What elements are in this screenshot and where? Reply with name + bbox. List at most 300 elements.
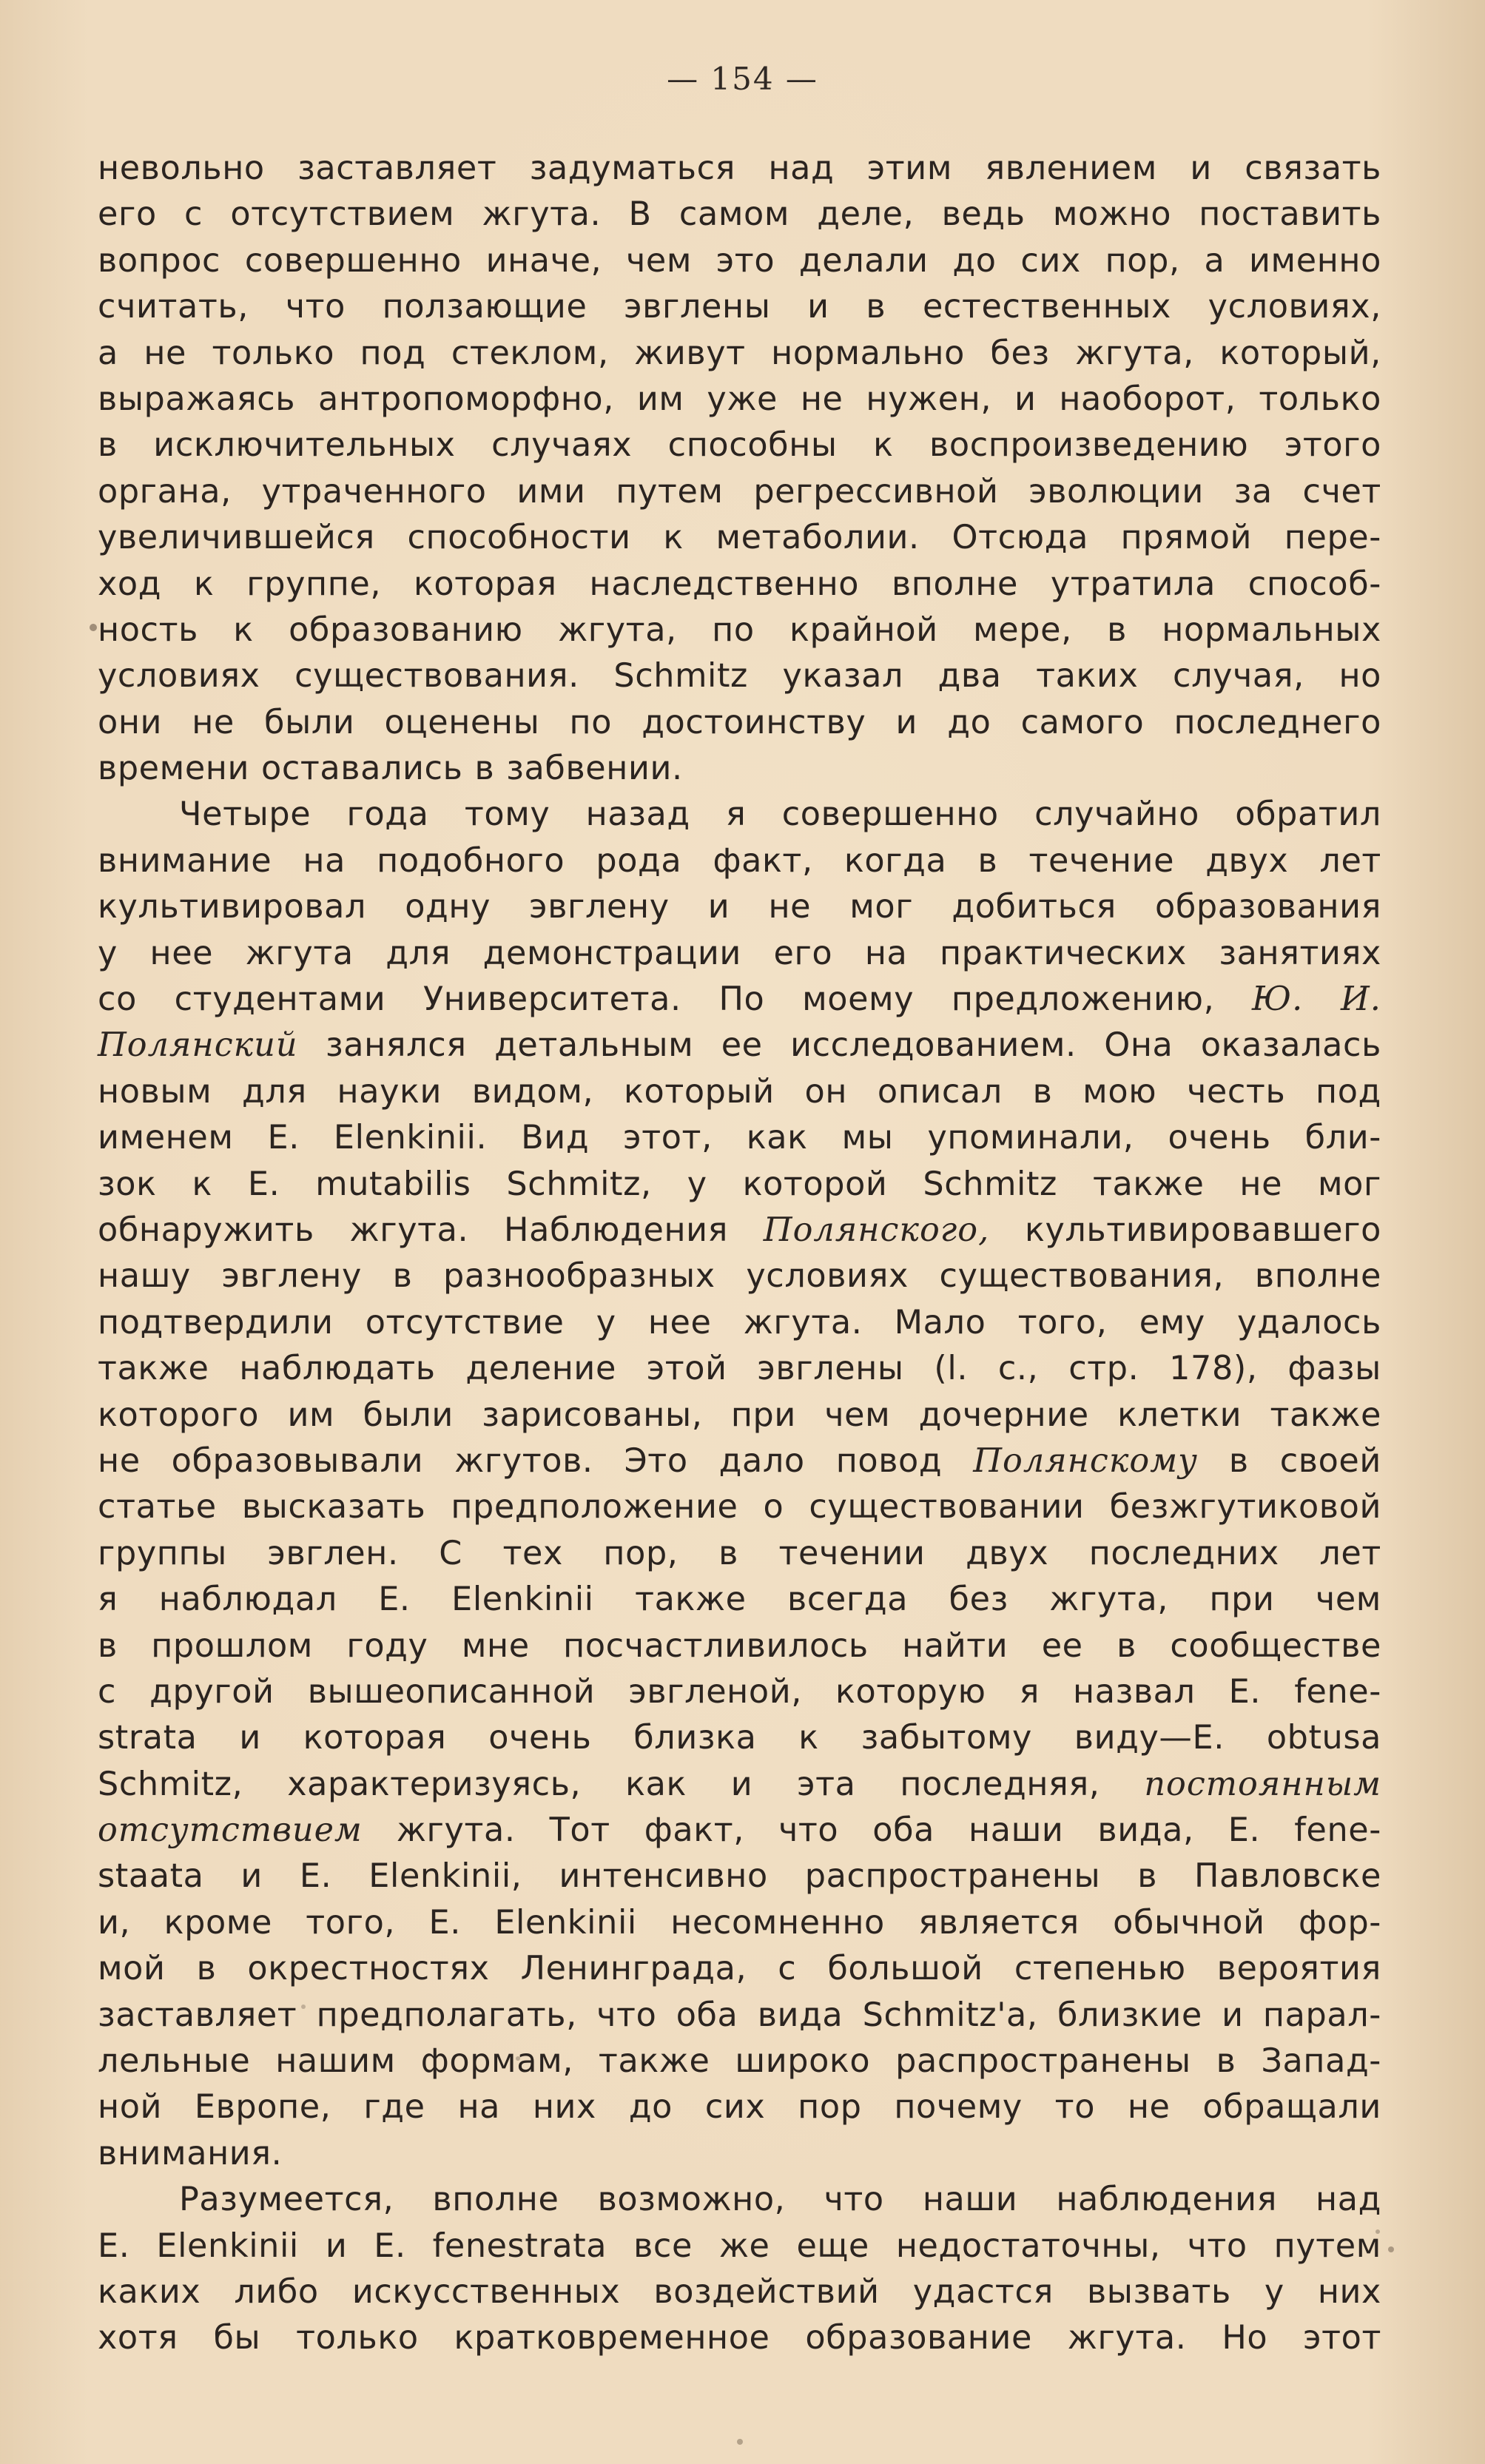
word: исключительных — [153, 426, 456, 465]
word: деле, — [817, 195, 915, 234]
word: Elenkinii — [156, 2226, 299, 2265]
italic-word: Полянскому — [973, 1441, 1198, 1480]
word: отсутствием — [230, 195, 455, 234]
word: стеклом, — [451, 334, 609, 372]
word: у — [1264, 2272, 1284, 2311]
word: на — [864, 934, 908, 972]
word: пор — [798, 2088, 862, 2127]
word: у — [98, 934, 118, 972]
word: способности — [407, 519, 631, 557]
word: группы — [98, 1534, 227, 1572]
word: именем — [98, 1119, 234, 1157]
word: чем — [824, 1396, 891, 1434]
word: еще — [796, 2226, 869, 2265]
word: можно — [1052, 195, 1172, 234]
word: ими — [516, 472, 586, 511]
word: своей — [1279, 1441, 1381, 1480]
text-line — [98, 884, 1381, 930]
word: отсутствие — [365, 1303, 565, 1342]
word: предложению, — [951, 980, 1215, 1019]
word: наблюдать — [239, 1350, 436, 1388]
word: является — [918, 1903, 1080, 1942]
text-line — [98, 331, 1381, 377]
word: иначе, — [485, 241, 602, 280]
word: и — [239, 1719, 261, 1757]
word: ее — [721, 1026, 763, 1065]
word: а — [98, 334, 118, 372]
word: Отсюда — [952, 519, 1088, 557]
word: течении — [778, 1534, 926, 1572]
word: вопрос — [98, 241, 221, 280]
word: культивировавшего — [1024, 1211, 1381, 1249]
word: и — [807, 288, 829, 326]
word: распространены — [895, 2042, 1191, 2081]
word: студентами — [174, 980, 386, 1019]
word: оба — [872, 1811, 935, 1850]
word: и — [707, 888, 730, 926]
word: забвении. — [506, 750, 683, 788]
word: крайной — [789, 610, 938, 649]
word: демонстрации — [482, 934, 741, 972]
word: эвглены — [757, 1350, 904, 1388]
word: обращали — [1202, 2088, 1381, 2127]
word: практических — [939, 934, 1187, 972]
word: оставались — [261, 750, 463, 788]
word: и — [895, 703, 918, 741]
word: к — [663, 519, 684, 557]
word: E. — [98, 2226, 130, 2265]
word: за — [1233, 472, 1273, 511]
word: последних — [1088, 1534, 1279, 1572]
word: занятиях — [1219, 934, 1381, 972]
text-line — [98, 146, 1381, 192]
word: Elenkinii — [494, 1903, 637, 1942]
word: дочерние — [918, 1396, 1089, 1434]
word: утратила — [1050, 565, 1216, 603]
word: (l. — [934, 1350, 969, 1388]
word: что — [596, 1996, 657, 2034]
word: близкие — [1057, 1996, 1202, 2034]
word: не — [192, 703, 235, 741]
word: зок — [98, 1165, 157, 1203]
word: жгута. — [396, 1811, 516, 1850]
word: мере, — [973, 610, 1072, 649]
word: два — [937, 657, 1002, 696]
word: искусственных — [351, 2272, 621, 2311]
word: наблюдения — [1056, 2181, 1277, 2219]
word: тех — [502, 1534, 563, 1572]
italic-word: И. — [1340, 980, 1381, 1019]
word: времени — [98, 750, 250, 788]
word: этого — [1284, 426, 1381, 465]
word: по — [569, 703, 613, 741]
word: к — [233, 610, 254, 649]
word: очень — [488, 1719, 592, 1757]
text-line — [98, 1946, 1381, 1992]
word: нее — [647, 1303, 712, 1342]
word: условиях — [746, 1257, 909, 1296]
word: вида, — [1097, 1811, 1194, 1850]
word: Schmitz — [923, 1165, 1058, 1203]
word: наши — [969, 1811, 1064, 1850]
word: до — [628, 2088, 673, 2127]
word: совершенно — [244, 241, 462, 280]
word: ползающие — [382, 288, 587, 326]
word: E. — [299, 1857, 332, 1896]
text-line — [98, 562, 1381, 607]
word: вполне — [432, 2181, 559, 2219]
word: безжгутиковой — [1109, 1488, 1381, 1526]
word: не — [768, 888, 812, 926]
word: воздействий — [653, 2272, 880, 2311]
word: предположение — [451, 1488, 738, 1526]
word: сообществе — [1170, 1626, 1381, 1665]
word: стр. — [1068, 1350, 1139, 1388]
word: и — [1014, 380, 1037, 418]
word: честь — [1186, 1072, 1286, 1111]
text-line — [98, 423, 1381, 468]
word: ее — [1041, 1626, 1083, 1665]
text-line — [98, 1577, 1381, 1623]
word: были — [264, 703, 355, 741]
italic-word: постоянным — [1144, 1765, 1381, 1803]
text-line — [98, 1669, 1381, 1715]
word: в — [977, 841, 998, 880]
word: жгута. — [482, 195, 602, 234]
text-line — [98, 1346, 1381, 1392]
word: образованию — [289, 610, 523, 649]
word: эвглену — [221, 1257, 362, 1296]
word: также — [598, 2042, 710, 2081]
word: вполне — [1254, 1257, 1381, 1296]
word: предполагать, — [316, 1996, 577, 2034]
word: при — [730, 1396, 796, 1434]
word: недостаточны, — [895, 2226, 1161, 2265]
word: при — [1209, 1581, 1275, 1619]
word: упоминали, — [927, 1119, 1134, 1157]
word: мы — [841, 1119, 894, 1157]
word: который — [624, 1072, 775, 1111]
word: Четыре — [179, 795, 312, 834]
word: прямой — [1120, 519, 1253, 557]
word: что — [285, 288, 346, 326]
word: что — [824, 2181, 884, 2219]
word: что — [1187, 2226, 1247, 2265]
word: подтвердили — [98, 1303, 334, 1342]
word: посчастливилось — [563, 1626, 869, 1665]
word: его — [98, 195, 157, 234]
word: поставить — [1199, 195, 1381, 234]
text-line — [98, 2177, 1381, 2223]
word: невольно — [98, 149, 265, 187]
word: вероятия — [1216, 1950, 1381, 1988]
word: не — [800, 380, 843, 418]
word: им — [636, 380, 684, 418]
word: степенью — [1014, 1950, 1186, 1988]
word: только — [212, 334, 335, 372]
word: им — [287, 1396, 335, 1434]
word: к — [193, 565, 215, 603]
word: найти — [902, 1626, 1008, 1665]
word: случаях — [491, 426, 633, 465]
word: в — [1117, 1626, 1137, 1665]
word: Schmitz — [613, 657, 748, 696]
word: культивировал — [98, 888, 367, 926]
word: сих — [1020, 241, 1081, 280]
word: также — [635, 1581, 747, 1619]
word: лет — [1319, 841, 1381, 880]
word: фор- — [1298, 1903, 1381, 1942]
word: путем — [616, 472, 724, 511]
word: чем — [1315, 1581, 1381, 1619]
text-line — [98, 838, 1381, 884]
word: нашу — [98, 1257, 191, 1296]
word: ность — [98, 610, 198, 649]
text-line — [98, 377, 1381, 423]
word: жгута. — [1067, 2319, 1187, 2357]
word: Это — [624, 1441, 688, 1480]
word: способны — [667, 426, 838, 465]
word: совершенно — [781, 795, 999, 834]
word: Elenkinii. — [333, 1119, 488, 1157]
word: нее — [149, 934, 214, 972]
word: fene- — [1294, 1672, 1381, 1711]
page-number: — 154 — — [667, 61, 818, 97]
word: формам, — [420, 2042, 573, 2081]
text-line — [98, 1900, 1381, 1946]
word: не — [98, 1441, 141, 1480]
word: Университета. — [422, 980, 681, 1019]
word: ной — [98, 2088, 163, 2127]
word: метаболии. — [715, 519, 920, 557]
word: заставляет — [98, 1996, 297, 2034]
word: E. — [1228, 1672, 1262, 1711]
word: самом — [678, 195, 790, 234]
word: образовывали — [171, 1441, 424, 1480]
word: нормальных — [1162, 610, 1381, 649]
word: наблюдал — [158, 1581, 337, 1619]
word: таких — [1036, 657, 1139, 696]
word: нашим — [275, 2042, 396, 2081]
word: статье — [98, 1488, 217, 1526]
word: задуматься — [529, 149, 736, 187]
word: с — [184, 195, 203, 234]
word: одну — [405, 888, 491, 926]
word: двух — [1205, 841, 1289, 880]
word: хотя — [98, 2319, 178, 2357]
word: образования — [1155, 888, 1381, 926]
word: которого — [98, 1396, 260, 1434]
word: как — [746, 1119, 808, 1157]
word: в — [196, 1950, 217, 1988]
word: mutabilis — [315, 1165, 471, 1203]
word: бы — [213, 2319, 261, 2357]
word: занялся — [325, 1026, 467, 1065]
word: E. — [1228, 1811, 1261, 1850]
word: этот — [1303, 2319, 1381, 2357]
word: указал — [782, 657, 903, 696]
word: пере- — [1284, 519, 1381, 557]
text-line — [98, 1208, 1381, 1253]
word: С — [439, 1534, 462, 1572]
text-line — [98, 1253, 1381, 1299]
text-line — [98, 1854, 1381, 1899]
word: над — [1316, 2181, 1381, 2219]
word: E. — [374, 2226, 406, 2265]
text-line — [98, 284, 1381, 330]
word: увеличившейся — [98, 519, 375, 557]
word: существования. — [294, 657, 579, 696]
word: живут — [634, 334, 746, 372]
word: возможно, — [597, 2181, 786, 2219]
word: антропоморфно, — [317, 380, 614, 418]
word: эвгленой, — [628, 1672, 802, 1711]
word: наши — [922, 2181, 1018, 2219]
word: интенсивно — [559, 1857, 768, 1896]
word: в — [392, 1257, 413, 1296]
word: каких — [98, 2272, 201, 2311]
word: мог — [1318, 1165, 1381, 1203]
word: мою — [1082, 1072, 1157, 1111]
word: и — [240, 1857, 263, 1896]
text-line — [98, 653, 1381, 699]
word: существовании — [809, 1488, 1085, 1526]
word: без — [949, 1581, 1008, 1619]
word: жгута, — [558, 610, 677, 649]
word: назвал — [1073, 1672, 1196, 1711]
word: вышеописанной — [307, 1672, 596, 1711]
word: вызвать — [1086, 2272, 1231, 2311]
word: случайно — [1034, 795, 1199, 834]
word: группе, — [246, 565, 382, 603]
word: жгута, — [1049, 1581, 1169, 1619]
word: эвглены — [624, 288, 771, 326]
word: добиться — [952, 888, 1117, 926]
text-line — [98, 977, 1381, 1023]
word: году — [346, 1626, 428, 1665]
word: условиях, — [1208, 288, 1381, 326]
word: где — [363, 2088, 425, 2127]
word: Schmitz, — [506, 1165, 652, 1203]
word: strata — [98, 1719, 198, 1757]
word: эволюции — [1028, 472, 1204, 511]
text-line — [98, 1162, 1381, 1208]
word: высказать — [241, 1488, 426, 1526]
word: Но — [1222, 2319, 1268, 2357]
word: мог — [849, 888, 914, 926]
word: fene- — [1294, 1811, 1381, 1850]
word: E. — [378, 1581, 411, 1619]
word: я — [1019, 1672, 1040, 1711]
word: регрессивной — [753, 472, 999, 511]
word: В — [628, 195, 652, 234]
word: описал — [877, 1072, 1003, 1111]
italic-word: Полянский — [98, 1026, 298, 1065]
word: рода — [596, 841, 682, 880]
word: условиях — [98, 657, 260, 696]
text-line — [98, 1393, 1381, 1438]
word: они — [98, 703, 163, 741]
word: внимание — [98, 841, 272, 880]
word: жгута — [245, 934, 354, 972]
word: внимания. — [98, 2134, 283, 2172]
word: obtusa — [1266, 1719, 1381, 1757]
word: уже — [707, 380, 778, 418]
word: у — [687, 1165, 707, 1203]
word: в — [1032, 1072, 1053, 1111]
word: без — [990, 334, 1050, 372]
word: именно — [1249, 241, 1381, 280]
word: также — [98, 1350, 209, 1388]
word: счет — [1302, 472, 1381, 511]
word: что — [778, 1811, 839, 1850]
word: fenestrata — [432, 2226, 607, 2265]
text-line — [98, 469, 1381, 515]
word: зарисованы, — [482, 1396, 703, 1434]
word: который, — [1219, 334, 1381, 372]
word: Наблюдения — [504, 1211, 729, 1249]
word: них — [1317, 2272, 1381, 2311]
text-line — [98, 515, 1381, 561]
word: нормально — [771, 334, 965, 372]
word: и — [1190, 149, 1212, 187]
word: в — [474, 750, 495, 788]
word: Разумеется, — [179, 2181, 394, 2219]
word: ему — [1139, 1303, 1205, 1342]
word: того, — [306, 1903, 396, 1942]
word: были — [363, 1396, 454, 1434]
word: которой — [742, 1165, 888, 1203]
word: чем — [626, 241, 693, 280]
word: сих — [704, 2088, 766, 2127]
word: исследованием. — [790, 1026, 1077, 1065]
word: делали — [798, 241, 929, 280]
word: к — [798, 1719, 819, 1757]
word: пор, — [1105, 241, 1180, 280]
text-line — [98, 700, 1381, 746]
word: назад — [585, 795, 690, 834]
word: Она — [1104, 1026, 1173, 1065]
word: них — [532, 2088, 596, 2127]
word: как — [625, 1765, 687, 1803]
word: над — [768, 149, 835, 187]
word: Европе, — [194, 2088, 331, 2127]
word: прошлом — [151, 1626, 313, 1665]
word: в — [1107, 610, 1127, 649]
word: путем — [1273, 2226, 1381, 2265]
word: мне — [461, 1626, 530, 1665]
word: Elenkinii, — [368, 1857, 522, 1896]
word: дало — [718, 1441, 805, 1480]
word: не — [1127, 2088, 1171, 2127]
word: обнаружить — [98, 1211, 314, 1249]
word: E. — [247, 1165, 280, 1203]
word: лельные — [98, 2042, 251, 2081]
word: E. — [428, 1903, 461, 1942]
text-line — [98, 2131, 1381, 2177]
word: большой — [827, 1950, 983, 1988]
word: в — [1216, 2042, 1236, 2081]
text-line — [98, 1993, 1381, 2039]
text-line — [98, 1069, 1381, 1115]
word: окрестностях — [247, 1950, 490, 1988]
word: заставляет — [297, 149, 497, 187]
word: воспроизведению — [929, 426, 1249, 465]
word: до — [952, 241, 997, 280]
word: ход — [98, 565, 162, 603]
word: бли- — [1304, 1119, 1381, 1157]
word: он — [804, 1072, 848, 1111]
